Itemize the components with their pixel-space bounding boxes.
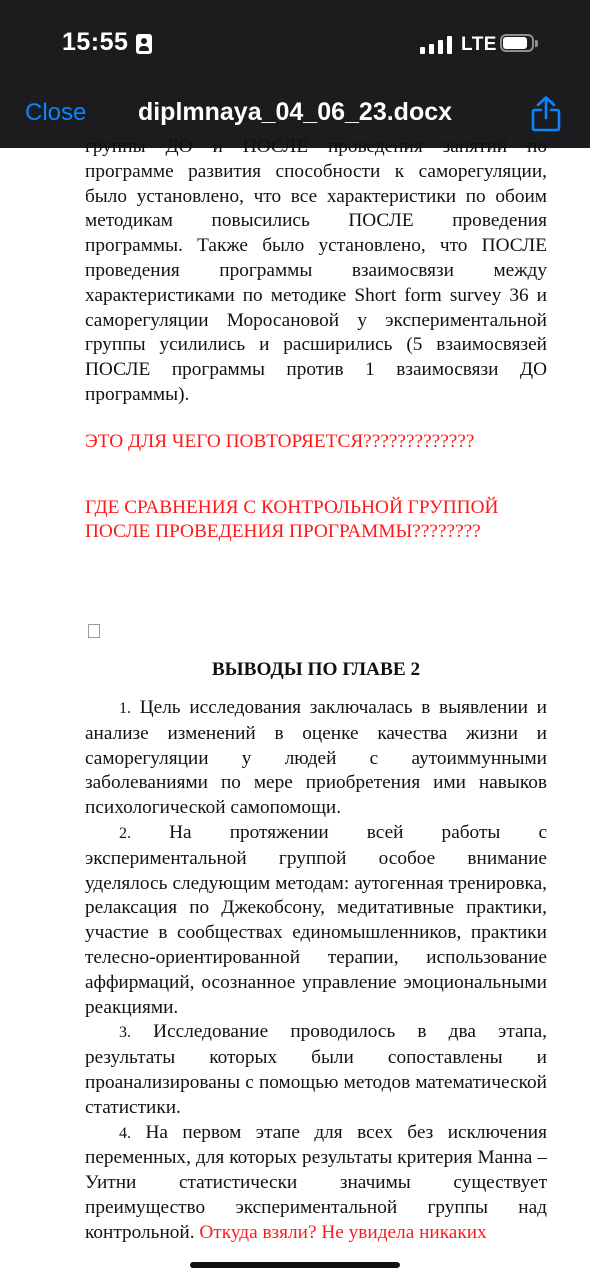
battery-icon bbox=[500, 34, 538, 54]
list-item-text: На протяжении всей работы с экспериментальной группой особое внимание уделялось следующим методам: аутогенная тренировка, релаксация по Джекобсону, медитативные практики, участие в сообществах единомышленников, практики телесно-ориентированной терапии, использование аффирмаций, осознанное управление эмоциональными реакциями. bbox=[85, 821, 547, 1018]
document-title: diplmnaya_04_06_23.docx bbox=[137, 98, 453, 126]
list-item-text: На первом этапе для всех без исключения переменных, для которых результаты критерия Манна – Уитни статистически значимы существует преимущество экспериментальной группы над контрольной. bbox=[85, 1121, 547, 1243]
review-comment: ГДЕ СРАВНЕНИЯ С КОНТРОЛЬНОЙ ГРУППОЙ ПОСЛЕ ПРОВЕДЕНИЯ ПРОГРАММЫ???????? bbox=[85, 496, 499, 543]
list-item-number: 3. bbox=[119, 1024, 131, 1042]
list-item-number: 1. bbox=[119, 699, 131, 717]
top-bar bbox=[0, 0, 590, 148]
review-comment: ЭТО ДЛЯ ЧЕГО ПОВТОРЯЕТСЯ????????????? bbox=[85, 430, 475, 452]
network-type: LTE bbox=[461, 34, 497, 55]
close-button[interactable]: Close bbox=[25, 99, 87, 126]
inline-review-comment: Откуда взяли? Не увидела никаких bbox=[194, 1221, 487, 1243]
missing-glyph-box bbox=[88, 624, 100, 638]
list-item-text: Исследование проводилось в два этапа, результаты которых были сопоставлены и проанализированы с помощью методов математической статистики. bbox=[85, 1021, 547, 1118]
cellular-signal-icon bbox=[420, 36, 452, 54]
paragraph-results: группы ДО и ПОСЛЕ проведения занятий по программе развития способности к саморегуляции, было установлено, что все характеристики по обоим методикам повысились ПОСЛЕ проведения программы. Также было установлено, что ПОСЛЕ проведения программы взаимосвязи между характеристиками по методике Short form survey 36 и саморегуляции Моросановой у экспериментальной группы усилились и расширились (5 взаимосвязей ПОСЛЕ программы против 1 взаимосвязи ДО программы). bbox=[85, 136, 547, 405]
home-indicator[interactable] bbox=[190, 1262, 400, 1268]
list-item-number: 4. bbox=[119, 1124, 131, 1142]
list-item bbox=[85, 821, 547, 1020]
share-icon[interactable] bbox=[530, 96, 562, 132]
contact-card-icon bbox=[136, 34, 152, 54]
list-item bbox=[85, 696, 547, 821]
chapter-conclusions-heading: ВЫВОДЫ ПО ГЛАВЕ 2 bbox=[211, 659, 421, 681]
list-item bbox=[85, 1020, 547, 1120]
list-item-text: Цель исследования заключалась в выявлении и анализе изменений в оценке качества жизни и саморегуляции у людей с аутоиммунными заболеваниями по мере приобретения ими навыков психологической самопомощи. bbox=[85, 696, 547, 819]
list-item bbox=[85, 1121, 547, 1246]
status-time: 15:55 bbox=[62, 28, 129, 56]
list-item-number: 2. bbox=[119, 824, 131, 842]
document-content bbox=[85, 136, 547, 1245]
